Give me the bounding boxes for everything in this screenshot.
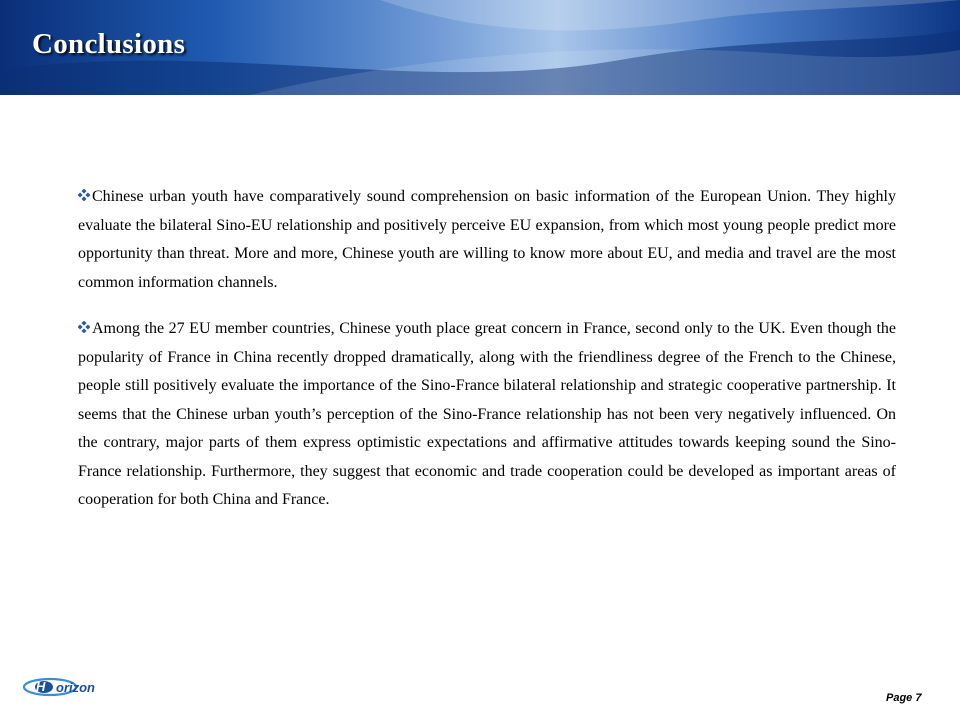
svg-text:orizon: orizon (56, 680, 95, 695)
horizon-logo (22, 676, 137, 710)
paragraph-text: Chinese urban youth have comparatively sound comprehension on basic information of the European Union. They highly evaluate the bilateral Sino-EU relationship and positively perceive EU expansion, from which most young people predict more opportunity than threat. More and more, Chinese youth are willing to know more about EU, and media and travel are the most common information channels. (78, 188, 896, 291)
header-banner (0, 0, 960, 95)
paragraph (78, 183, 896, 297)
diamond-bullet-icon (78, 189, 90, 201)
svg-text:H: H (36, 679, 46, 694)
page-number: Page 7 (886, 692, 922, 704)
paragraph (78, 315, 896, 515)
conclusions-body (78, 183, 896, 533)
diamond-bullet-icon (78, 321, 90, 333)
paragraph-text: Among the 27 EU member countries, Chinese youth place great concern in France, second only to the UK. Even though the popularity of France in China recently dropped dramatically, along with the friendliness degree of the French to the Chinese, people still positively evaluate the importance of the Sino-France bilateral relationship and strategic cooperative partnership. It seems that the Chinese urban youth’s perception of the Sino-France relationship has not been very negatively influenced. On the contrary, major parts of them express optimistic expectations and affirmative attitudes towards keeping sound the Sino-France relationship. Furthermore, they suggest that economic and trade cooperation could be developed as important areas of cooperation for both China and France. (78, 320, 896, 508)
horizon-logo-icon (22, 676, 137, 710)
page-title: Conclusions (32, 28, 186, 60)
